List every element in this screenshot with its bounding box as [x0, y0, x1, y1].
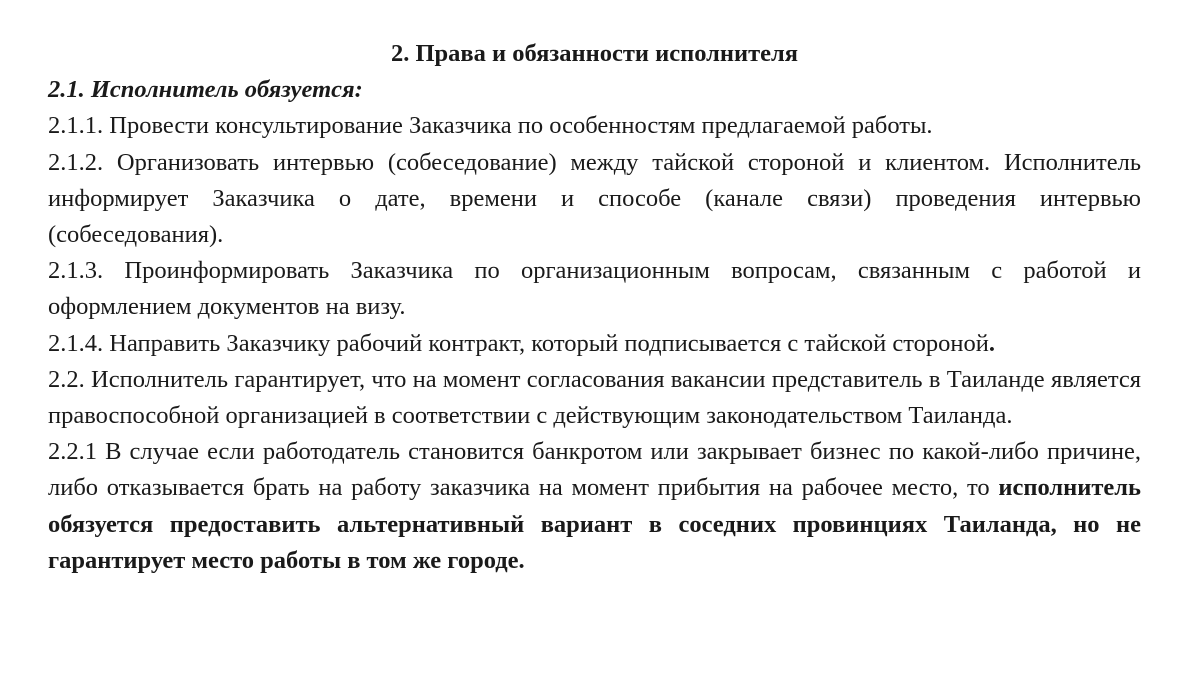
clause-2-1-2: 2.1.2. Организовать интервью (собеседование) между тайской стороной и клиентом. Исполнитель информирует Заказчика о дате, времени и способе (канале связи) проведения интервью (собеседования).: [48, 148, 1141, 249]
clause-2-2-1: [48, 434, 1141, 579]
clause-2-1-4-text: 2.1.4. Направить Заказчику рабочий контракт, который подписывается с тайской стороной: [48, 329, 989, 357]
subheading-2-1: 2.1. Исполнитель обязуется:: [48, 76, 363, 104]
clause-2-1-4-end: .: [988, 329, 995, 357]
clause-2-1-3: 2.1.3. Проинформировать Заказчика по организационным вопросам, связанным с работой и оформлением документов на визу.: [48, 257, 1141, 321]
clause-2-1-1: 2.1.1. Провести консультирование Заказчика по особенностям предлагаемой работы.: [48, 112, 933, 140]
clause-2-2: 2.2. Исполнитель гарантирует, что на момент согласования вакансии представитель в Таиланде является правоспособной организацией в соответствии с действующим законодательством Таиланда.: [48, 365, 1141, 430]
document-page: [48, 36, 1141, 579]
clause-2-2-1-bold: исполнитель обязуется предоставить альтернативный вариант в соседних провинциях Таиланда, но не гарантирует место работы в том же городе.: [48, 474, 1141, 574]
section-title: 2. Права и обязанности исполнителя: [390, 40, 799, 67]
clause-2-2-1-text: 2.2.1 В случае если работодатель становится банкротом или закрывает бизнес по какой-либо причине, либо отказывается брать на работу заказчика на момент прибытия на рабочее место, то: [48, 438, 1141, 502]
clause-2-1-4: [48, 326, 1141, 362]
